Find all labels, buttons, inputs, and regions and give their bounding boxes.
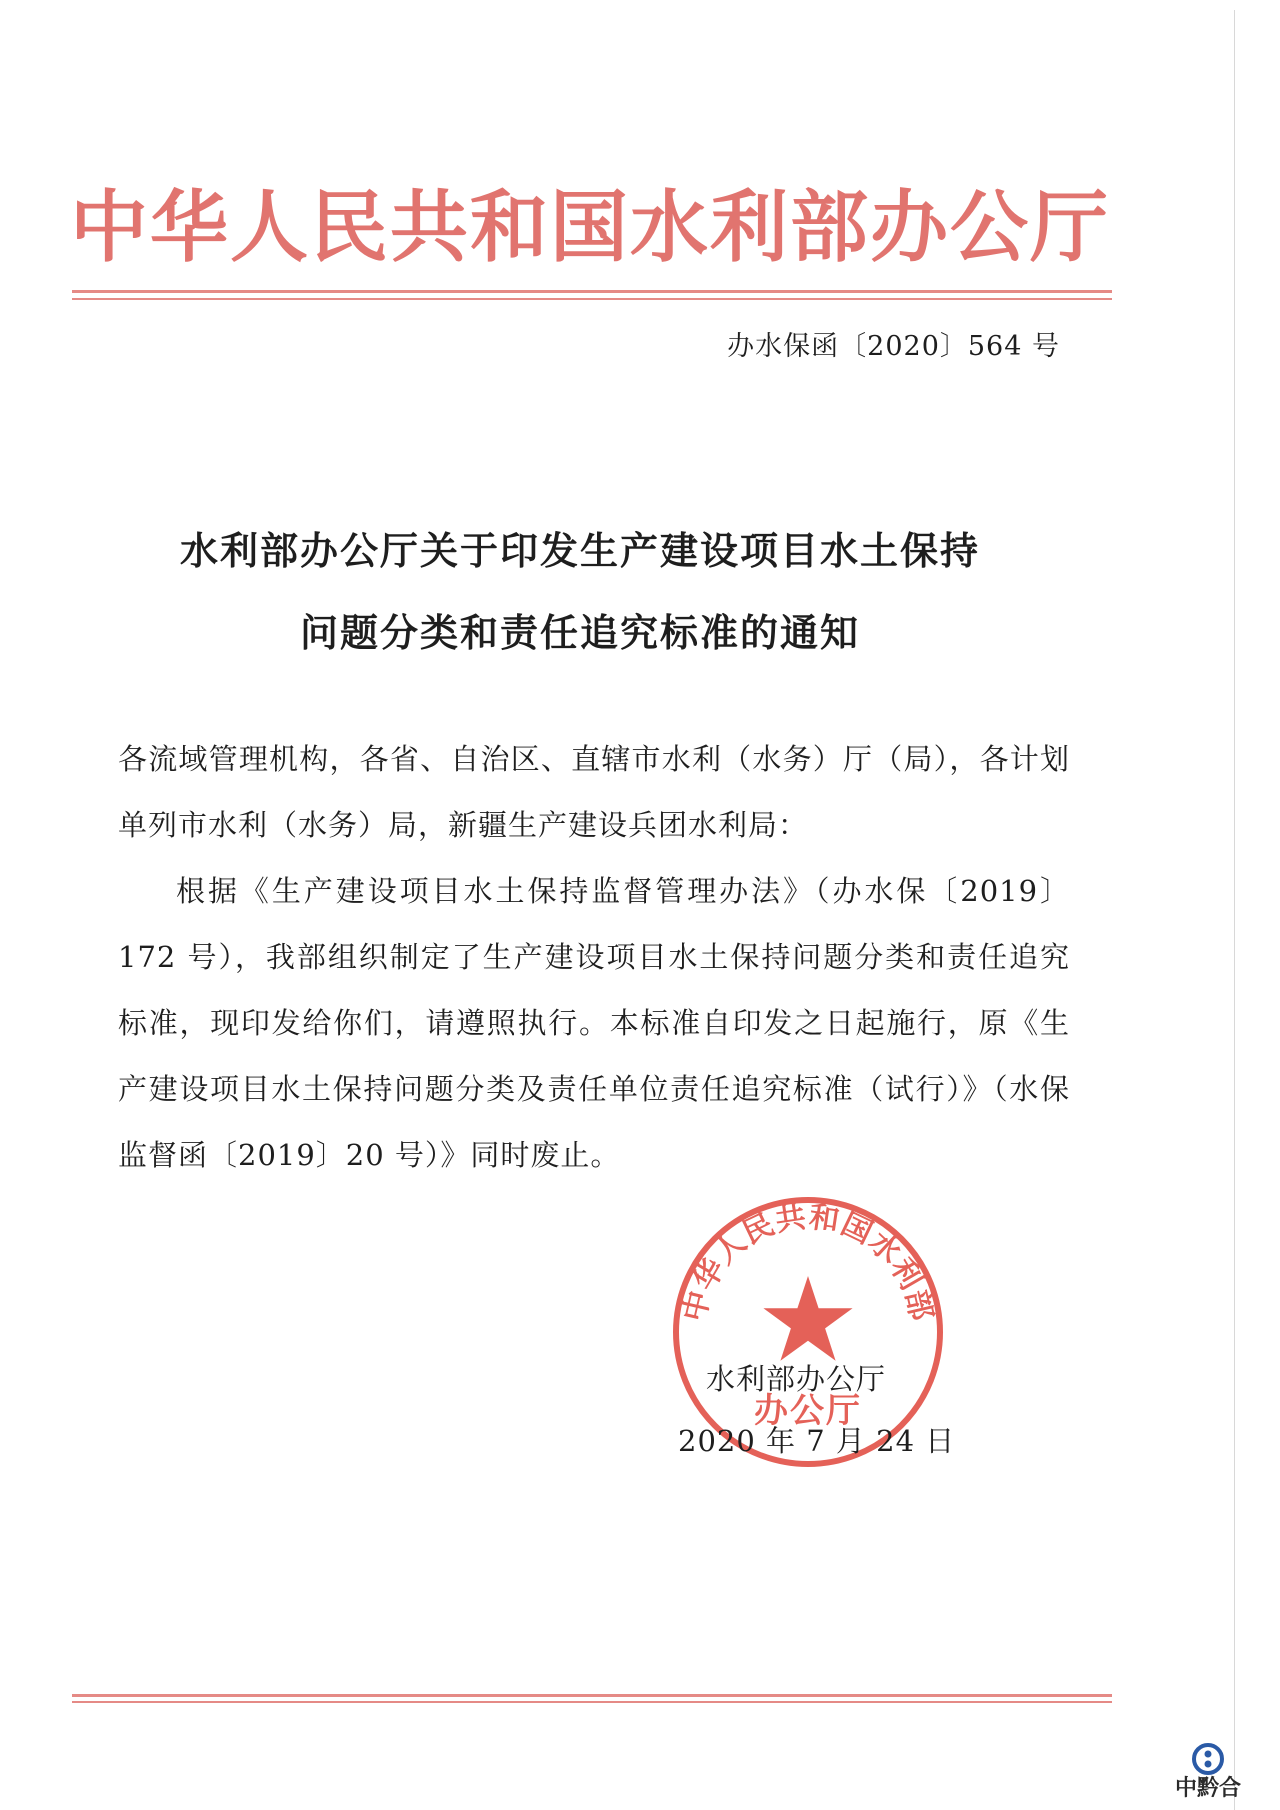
logo-mark-icon <box>1191 1742 1225 1776</box>
document-number: 办水保函〔2020〕564 号 <box>727 331 1060 362</box>
masthead: 中华人民共和国水利部办公厅 <box>70 182 1111 273</box>
seal-ring-text: 中华人民共和国水利部 <box>676 1199 940 1325</box>
watermark-logo <box>1168 1742 1248 1810</box>
signature-date: 2020 年 7 月 24 日 <box>678 1424 956 1458</box>
footer-rule <box>72 1694 1112 1697</box>
masthead-rule <box>72 290 1112 293</box>
signature-org: 水利部办公厅 <box>706 1362 887 1396</box>
addressee: 各流域管理机构，各省、自治区、直辖市水利（水务）厅（局），各计划单列市水利（水务）局，新疆生产建设兵团水利局： <box>118 742 1070 842</box>
body-paragraph: 根据《生产建设项目水土保持监督管理办法》（办水保〔2019〕172 号），我部组织制定了生产建设项目水土保持问题分类和责任追究标准，现印发给你们，请遵照执行。本标准自印发之日起施行，原《生产建设项目水土保持问题分类及责任单位责任追究标准（试行）》（水保监督函〔2019〕20 号）》同时废止。 <box>118 874 1070 1172</box>
signature-block <box>678 1348 1026 1472</box>
title-line-1: 水利部办公厅关于印发生产建设项目水土保持 <box>179 528 980 573</box>
masthead-rule-thin <box>72 298 1112 300</box>
watermark-text: 中黔合 <box>1174 1776 1241 1801</box>
footer-rule-thin <box>72 1701 1112 1703</box>
page-edge-line <box>1234 10 1235 1810</box>
seal-bottom-text: 办公厅 <box>754 1391 862 1431</box>
document-body <box>118 726 1070 1188</box>
title-line-2: 问题分类和责任追究标准的通知 <box>299 610 860 655</box>
document-title <box>80 510 1080 674</box>
